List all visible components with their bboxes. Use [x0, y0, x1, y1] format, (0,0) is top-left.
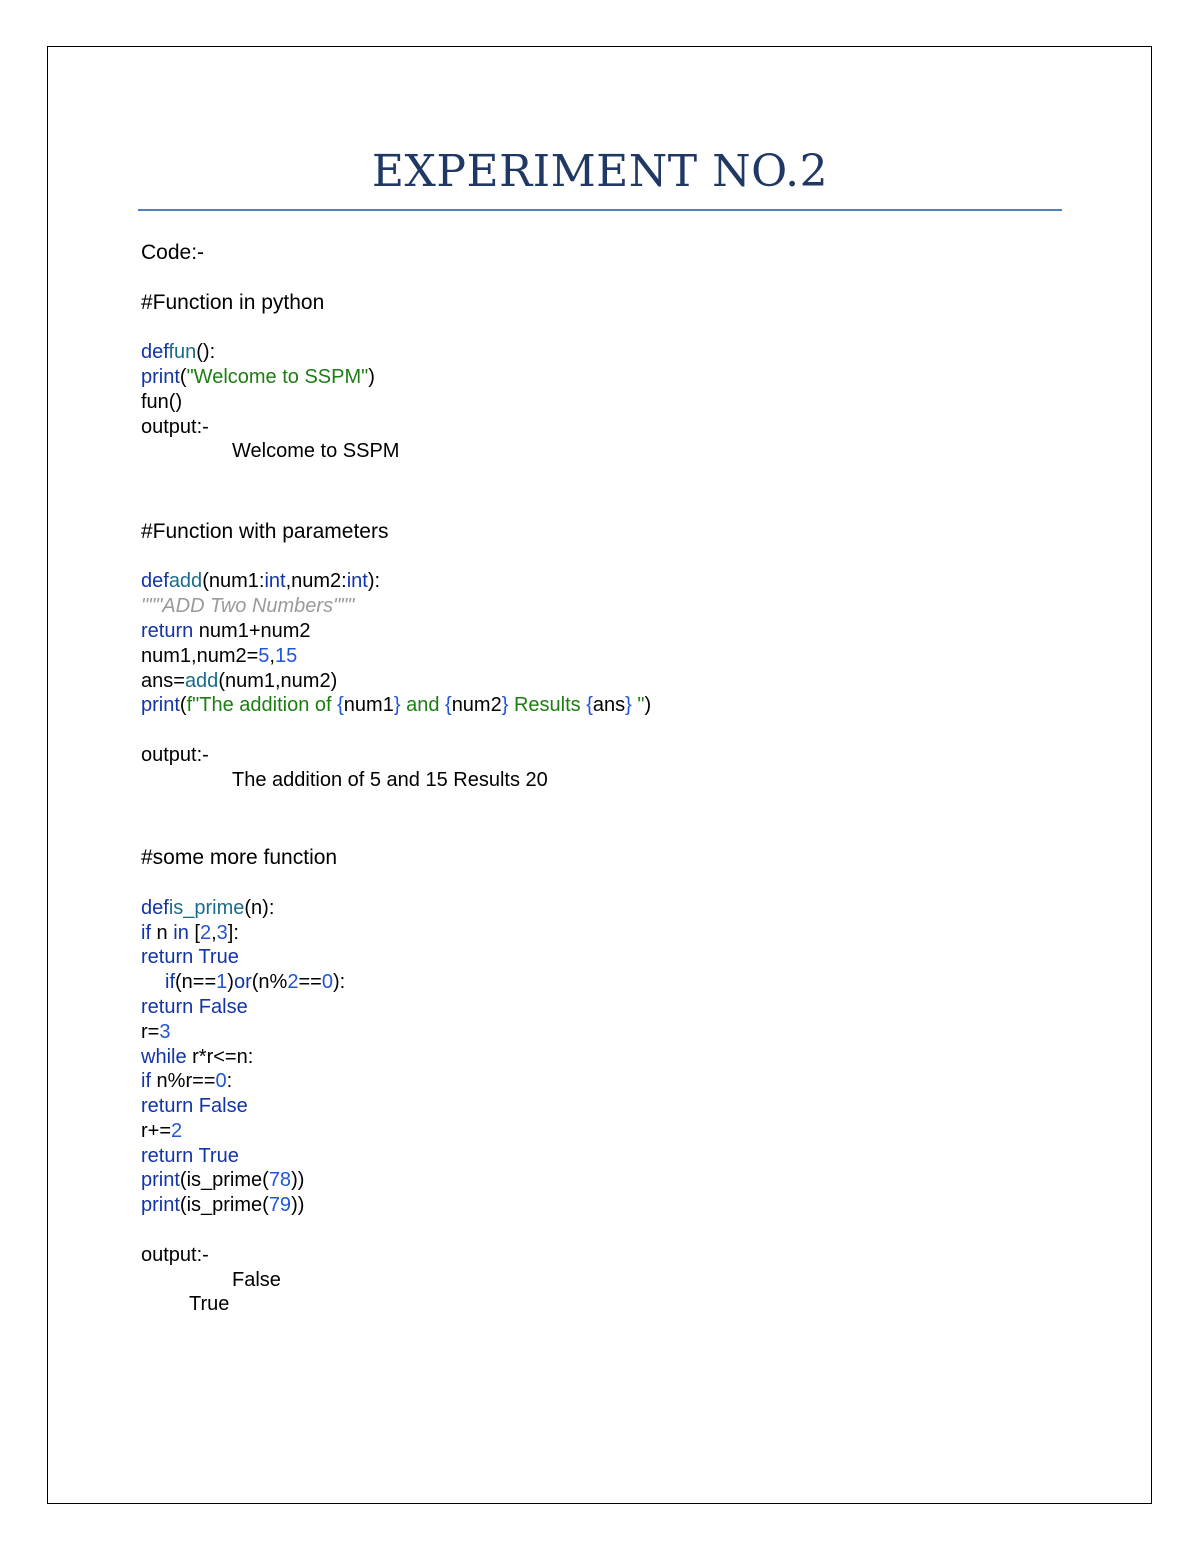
output-label: output:- — [141, 1243, 209, 1266]
code-text: ) — [227, 971, 234, 994]
string-literal: Results — [508, 694, 587, 717]
code-text: ( — [179, 694, 187, 717]
code-text: n — [151, 921, 174, 944]
brace: } — [393, 694, 401, 717]
code-line — [141, 1119, 1041, 1144]
code-text: (is_prime( — [179, 1169, 269, 1192]
docstring: """ADD Two Numbers""" — [141, 595, 355, 618]
brace: } — [501, 694, 509, 717]
brace: { — [586, 694, 593, 717]
brace: { — [445, 694, 452, 717]
code-text: ): — [332, 971, 346, 994]
code-text: ) — [368, 365, 375, 388]
keyword: print — [141, 1194, 180, 1217]
code-line — [141, 896, 1041, 921]
code-line — [141, 1069, 1041, 1094]
code-label: Code:- — [141, 241, 205, 264]
section-function-in-python — [141, 291, 1041, 465]
number-literal: 0 — [215, 1070, 227, 1093]
code-line — [141, 340, 1041, 365]
code-text: ,num2: — [285, 570, 347, 593]
keyword: def — [141, 896, 169, 919]
code-text: == — [298, 971, 322, 994]
keyword: return — [141, 619, 194, 642]
keyword: def — [141, 570, 169, 593]
code-text: (n): — [244, 896, 275, 919]
code-text: r*r<=n: — [186, 1045, 254, 1068]
section-heading: #Function in python — [141, 290, 325, 314]
keyword: print — [141, 694, 180, 717]
code-line: return True — [141, 946, 239, 969]
string-literal: "Welcome to SSPM" — [186, 365, 369, 388]
code-text: (n== — [175, 971, 217, 994]
number-literal: 78 — [268, 1169, 292, 1192]
output-value: False — [232, 1268, 281, 1291]
code-text: )) — [291, 1169, 305, 1192]
number-literal: 1 — [216, 971, 228, 994]
code-line: return True — [141, 1144, 239, 1167]
code-line — [141, 644, 1041, 669]
title-underline — [138, 209, 1062, 211]
brace: { — [337, 694, 344, 717]
code-text: , — [269, 644, 275, 667]
code-text: (num1,num2) — [218, 669, 338, 692]
keyword: print — [141, 1169, 180, 1192]
function-name: is_prime — [168, 896, 245, 919]
function-name: add — [184, 669, 219, 692]
code-line — [141, 1168, 1041, 1193]
keyword: while — [141, 1045, 187, 1068]
code-line — [141, 1193, 1041, 1218]
string-literal: f"The addition of — [186, 694, 338, 717]
keyword: print — [141, 365, 180, 388]
code-text: num1+num2 — [193, 619, 311, 642]
number-literal: 3 — [216, 921, 228, 944]
code-text: (n% — [251, 971, 288, 994]
number-literal: 2 — [199, 921, 212, 944]
number-literal: 5 — [258, 644, 270, 667]
string-literal: and — [400, 694, 445, 717]
code-line — [141, 970, 1041, 995]
code-text: ]: — [227, 921, 239, 944]
code-text: num2 — [451, 694, 502, 717]
document-body — [141, 241, 1041, 1317]
code-text: ans — [592, 694, 626, 717]
keyword: in — [173, 921, 189, 944]
code-text: : — [226, 1070, 233, 1093]
function-name: fun — [168, 341, 197, 364]
code-text: )) — [291, 1194, 305, 1217]
function-name: add — [168, 570, 203, 593]
number-literal: 2 — [287, 971, 299, 994]
code-line — [141, 1020, 1041, 1045]
code-text: ): — [367, 570, 381, 593]
keyword: if — [141, 1070, 151, 1093]
code-text: n%r== — [151, 1070, 216, 1093]
code-line: return False — [141, 1095, 248, 1118]
section-heading: #Function with parameters — [141, 519, 389, 543]
code-text: , — [211, 921, 217, 944]
code-text: num1,num2= — [141, 644, 259, 667]
output-value: Welcome to SSPM — [232, 440, 400, 463]
code-line — [141, 619, 1041, 644]
keyword: int — [346, 570, 368, 593]
code-text: ( — [179, 365, 187, 388]
section-heading: #some more function — [141, 846, 338, 870]
number-literal: 2 — [171, 1119, 183, 1142]
code-text: (): — [196, 341, 216, 364]
code-line — [141, 693, 1041, 718]
number-literal: 3 — [159, 1020, 171, 1043]
code-line — [141, 669, 1041, 694]
output-value: True — [189, 1293, 230, 1316]
keyword: if — [165, 971, 175, 994]
output-label: output:- — [141, 743, 209, 766]
string-literal: " — [631, 694, 645, 717]
keyword: or — [233, 971, 252, 994]
code-line — [141, 365, 1041, 390]
output-label: output:- — [141, 415, 209, 438]
output-value: The addition of 5 and 15 Results 20 — [232, 768, 548, 791]
code-text: [ — [188, 921, 200, 944]
code-line: fun() — [141, 390, 183, 413]
keyword: int — [264, 570, 286, 593]
code-text: r= — [141, 1020, 160, 1043]
number-literal: 0 — [321, 971, 333, 994]
section-some-more-function — [141, 846, 1041, 1317]
code-text: (is_prime( — [179, 1194, 269, 1217]
section-function-with-parameters — [141, 520, 1041, 793]
brace: } — [625, 694, 632, 717]
code-text: ans= — [141, 669, 185, 692]
code-line — [141, 569, 1041, 594]
code-line — [141, 921, 1041, 946]
code-text: (num1: — [202, 570, 265, 593]
code-text: ) — [644, 694, 652, 717]
page-title: EXPERIMENT NO.2 — [371, 146, 829, 197]
keyword: if — [141, 921, 151, 944]
code-text: r+= — [141, 1119, 172, 1142]
code-text: num1 — [343, 694, 394, 717]
keyword: def — [141, 341, 169, 364]
number-literal: 79 — [268, 1194, 292, 1217]
number-literal: 15 — [274, 644, 298, 667]
code-line — [141, 1045, 1041, 1070]
code-line: return False — [141, 995, 248, 1018]
